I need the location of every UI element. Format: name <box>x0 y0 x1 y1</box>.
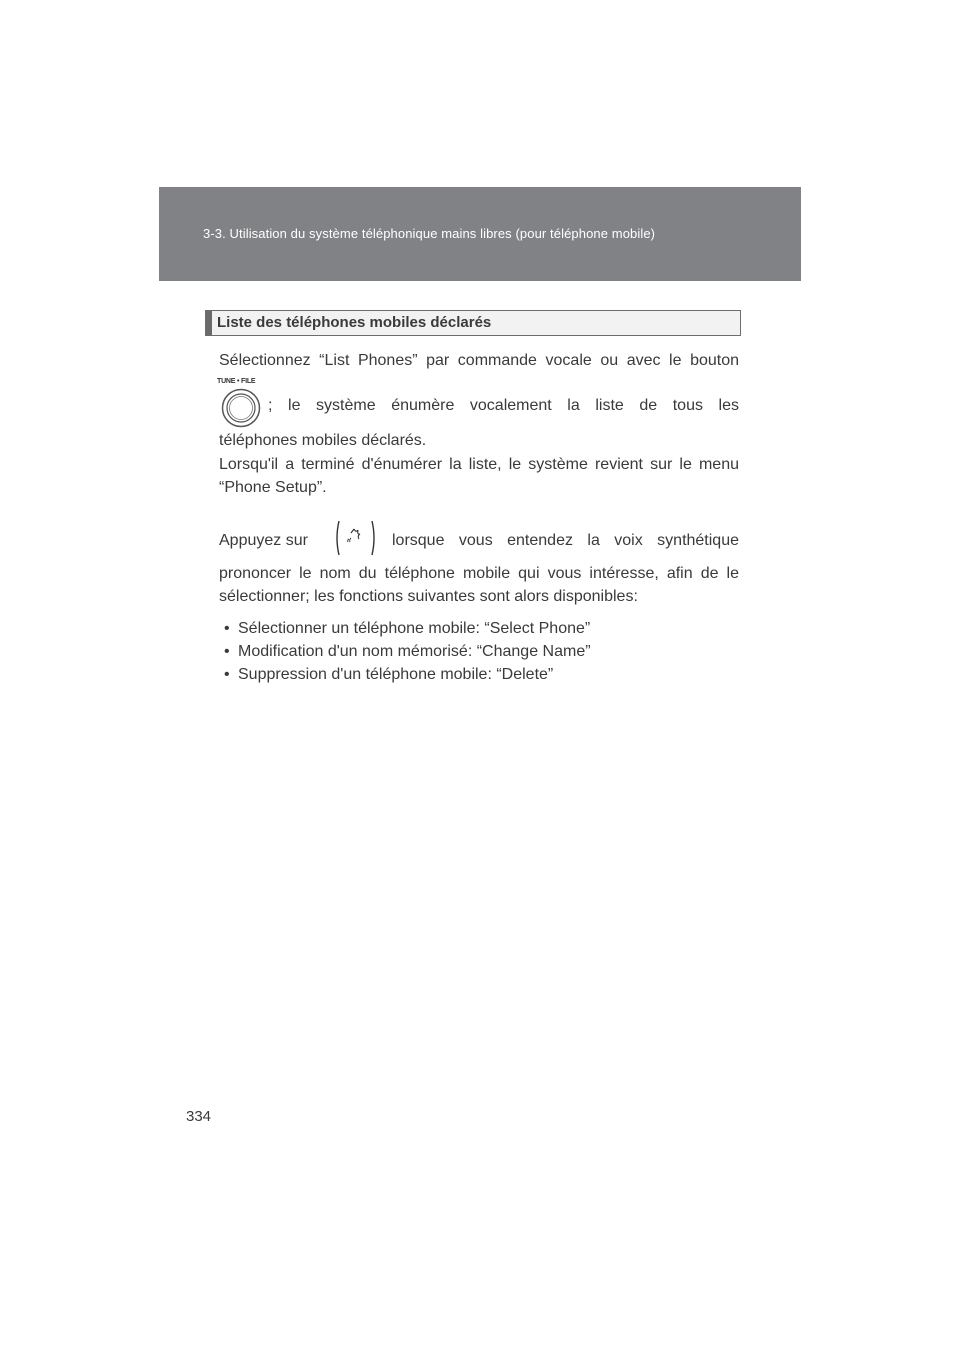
tune-knob-icon <box>221 388 261 428</box>
paragraph1-line1: Sélectionnez “List Phones” par commande vocale ou avec le bouton <box>219 352 739 369</box>
tune-file-label: TUNE • FILE <box>217 378 256 385</box>
paragraph2-line2: prononcer le nom du téléphone mobile qui vous intéresse, afin de le <box>219 565 739 582</box>
bullet-marker: • <box>224 620 230 637</box>
paragraph1-line5: “Phone Setup”. <box>219 479 327 496</box>
bullet-item: Sélectionner un téléphone mobile: “Select Phone” <box>238 620 591 637</box>
paragraph2-line1-end: lorsque vous entendez la voix synthétique <box>392 532 739 549</box>
bullet-marker: • <box>224 666 230 683</box>
chapter-title: 3-3. Utilisation du système téléphonique mains libres (pour téléphone mobile) <box>203 226 656 241</box>
section-heading-bar <box>206 311 212 335</box>
section-title: Liste des téléphones mobiles déclarés <box>217 314 492 331</box>
tune-file-knob <box>215 378 265 430</box>
talk-switch-icon <box>330 517 380 559</box>
chapter-header-band <box>159 187 801 281</box>
paragraph2-line1-start: Appuyez sur <box>219 532 308 549</box>
talk-switch <box>330 517 380 559</box>
paragraph1-line2: ; le système énumère vocalement la liste de tous les <box>268 397 739 414</box>
paragraph1-line4: Lorsqu'il a terminé d'énumérer la liste, le système revient sur le menu <box>219 456 739 473</box>
bullet-marker: • <box>224 643 230 660</box>
page-number: 334 <box>186 1108 212 1125</box>
bullet-item: Modification d'un nom mémorisé: “Change Name” <box>238 643 591 660</box>
bullet-item: Suppression d'un téléphone mobile: “Delete” <box>238 666 554 683</box>
section-heading-box <box>205 310 741 336</box>
paragraph1-line3: téléphones mobiles déclarés. <box>219 432 427 449</box>
paragraph2-line3: sélectionner; les fonctions suivantes sont alors disponibles: <box>219 588 638 605</box>
